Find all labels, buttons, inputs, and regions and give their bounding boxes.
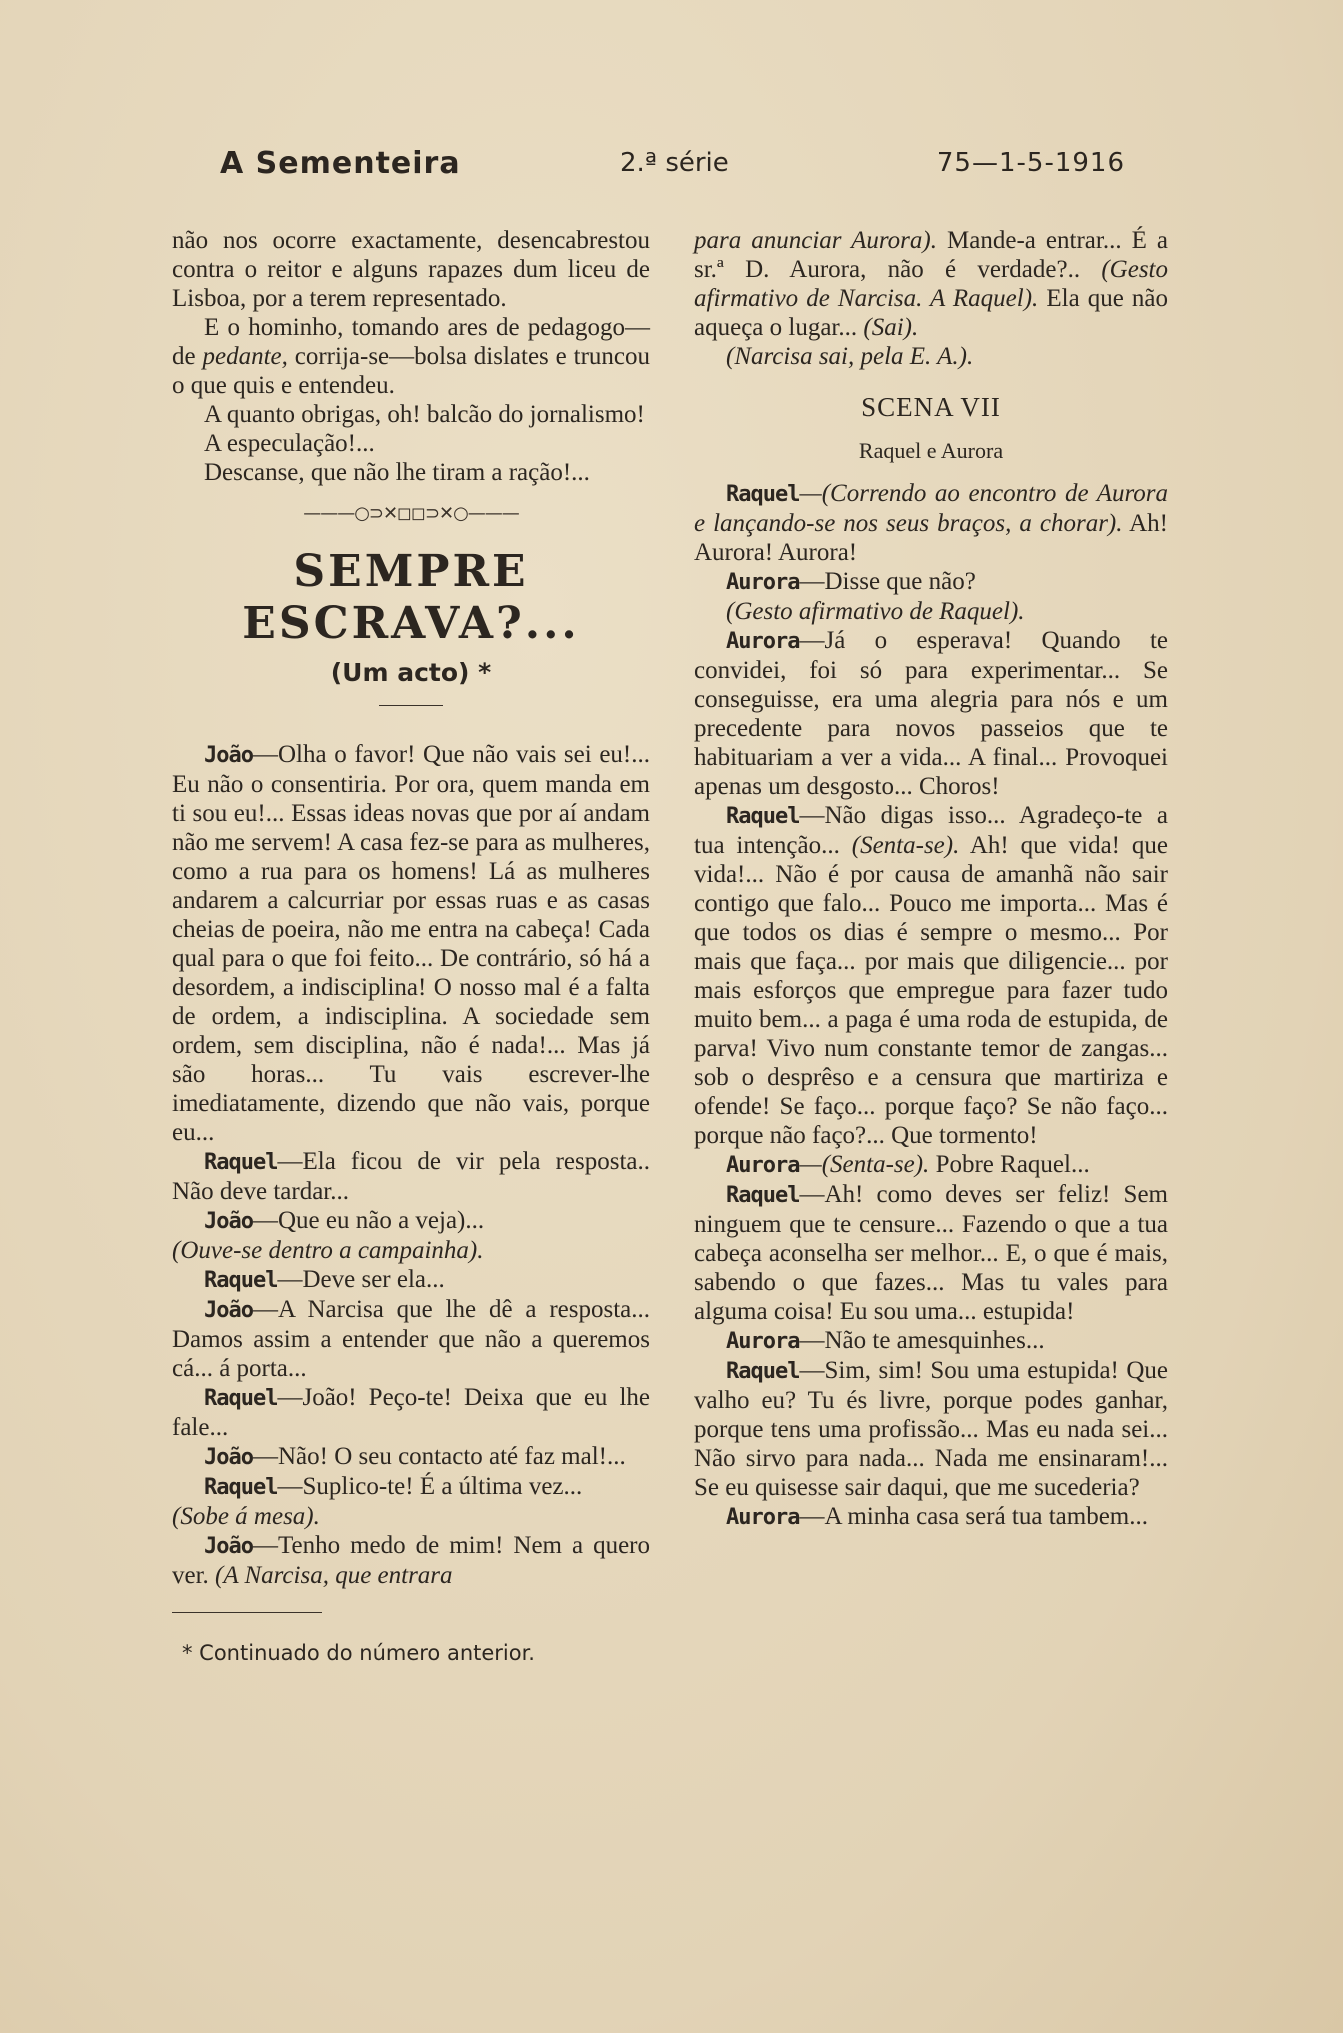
dialogue-line: João—Que eu não a veja)...: [204, 1207, 485, 1234]
dialogue-line: Aurora—Disse que não?: [726, 568, 976, 595]
speaker-name: Raquel: [204, 1150, 278, 1175]
dialogue-line: Raquel—Sim, sim! Sou uma estupida! Que valho eu? Tu és livre, porque podes ganhar, porque tens uma profissão... Mas eu nada sei... Não sirvo para nada... Nada me ensinaram!... Se eu quisesse sair daqui, que me sucederia?: [694, 1357, 1168, 1501]
speaker-name: Aurora: [726, 1505, 800, 1530]
right-column: [694, 226, 1168, 1532]
speaker-name: João: [204, 1534, 253, 1559]
dialogue-line: João—A Narcisa que lhe dê a resposta... Damos assim a entender que não a queremos cá... á porta...: [172, 1296, 650, 1382]
dialogue-line: João—Tenho medo de mim! Nem a quero ver. (A Narcisa, que entrara: [172, 1532, 650, 1589]
footnote: * Continuado do número anterior.: [182, 1641, 535, 1665]
dialogue-line: Raquel—(Correndo ao encontro de Aurora e lançando-se nos seus braços, a chorar). Ah! Aurora! Aurora!: [694, 480, 1168, 566]
speaker-name: João: [204, 1209, 253, 1234]
dialogue-line: Aurora—A minha casa será tua tambem...: [726, 1503, 1148, 1530]
paragraph: A especulação!...: [204, 430, 375, 457]
divider: [379, 705, 443, 706]
dialogue-line: João—Não! O seu contacto até faz mal!...: [204, 1443, 626, 1470]
speaker-name: Aurora: [726, 1329, 800, 1354]
left-column: [172, 226, 650, 1668]
dialogue-line: Raquel—Ah! como deves ser feliz! Sem ninguem que te censure... Fazendo o que a tua cabeça aconselha ser melhor... E, o que é mais, sabendo o que fazes... Mas tu vales para alguma coisa! Eu sou uma... estupida!: [694, 1181, 1168, 1325]
dialogue-line: Aurora—Já o esperava! Quando te convidei, foi só para experimentar... Se conseguisse, era uma alegria para nós e um precedente para novos passeios que te habituariam a ver a vida... A final... Provoquei apenas um desgosto... Choros!: [694, 627, 1168, 800]
footnote-divider: [172, 1612, 322, 1613]
scene-characters: Raquel e Aurora: [858, 438, 1004, 463]
page-header: [220, 146, 1125, 190]
stage-direction: (Sobe á mesa).: [172, 1503, 320, 1530]
speaker-name: Raquel: [204, 1386, 278, 1411]
dialogue-line: Raquel—Ela ficou de vir pela resposta.. Não deve tardar...: [172, 1148, 650, 1205]
scene-title: SCENA VII: [861, 392, 1001, 422]
speaker-name: Raquel: [204, 1475, 278, 1500]
stage-direction: (Gesto afirmativo de Raquel).: [726, 598, 1025, 625]
speaker-name: João: [204, 743, 253, 768]
publication-title: A Sementeira: [220, 146, 461, 181]
paragraph: E o hominho, tomando ares de pedagogo—de pedante, corrija-se—bolsa dislates e truncou o que quis e entendeu.: [172, 314, 650, 399]
paragraph: A quanto obrigas, oh! balcão do jornalismo!: [204, 401, 645, 428]
section-ornament: ———○⊃✕◻◻⊃✕○———: [303, 503, 519, 524]
series-label: 2.ª série: [620, 148, 729, 178]
speaker-name: João: [204, 1445, 253, 1470]
stage-direction: (Narcisa sai, pela E. A.).: [726, 343, 974, 370]
speaker-name: Aurora: [726, 629, 800, 654]
speaker-name: Raquel: [726, 1183, 800, 1208]
dialogue-line: Aurora—Não te amesquinhes...: [726, 1327, 1045, 1354]
stage-direction: (Ouve-se dentro a campainha).: [172, 1237, 484, 1264]
dialogue-line: Aurora—(Senta-se). Pobre Raquel...: [726, 1151, 1090, 1178]
speaker-name: Raquel: [726, 1359, 800, 1384]
speaker-name: Raquel: [726, 482, 800, 507]
dialogue-line: Raquel—Não digas isso... Agradeço-te a tua intenção... (Senta-se). Ah! que vida! que vida!... Não é por causa de amanhã não sair contigo que falo... Pouco me importa... Mas é que todos os dias é sempre o mesmo... Por mais que faça... por mais que diligencie... por mais esforços que empregue para fazer tudo muito bem... a paga é uma roda de estupida, de parva! Vivo num constante temor de zangas... sob o desprêso e a censura que martiriza e ofende! Se faço... porque faço? Se não faço... porque não faço?... Que tormento!: [694, 802, 1168, 1149]
speaker-name: Aurora: [726, 1153, 800, 1178]
speaker-name: Aurora: [726, 570, 800, 595]
dialogue-line: Raquel—João! Peço-te! Deixa que eu lhe fale...: [172, 1384, 650, 1441]
dialogue-line: Raquel—Deve ser ela...: [204, 1266, 445, 1293]
speaker-name: Raquel: [726, 804, 800, 829]
issue-number-date: 75—1-5-1916: [936, 148, 1125, 178]
paragraph: Descanse, que não lhe tiram a ração!...: [204, 459, 590, 486]
play-subtitle: (Um acto) *: [330, 658, 492, 687]
play-title: SEMPRE ESCRAVA?...: [242, 546, 580, 649]
dialogue-line: Raquel—Suplico-te! É a última vez...: [204, 1473, 583, 1500]
dialogue-line: para anunciar Aurora). Mande-a entrar... É a sr.ª D. Aurora, não é verdade?.. (Gesto afirmativo de Narcisa. A Raquel). Ela que não aqueça o lugar... (Sai).: [694, 227, 1168, 341]
dialogue-line: João—Olha o favor! Que não vais sei eu!... Eu não o consentiria. Por ora, quem manda em ti sou eu!... Essas ideas novas que por aí andam não me servem! A casa fez-se para as mulheres, como a rua para os homens! Lá as mulheres andarem a calcurriar por essas ruas e as casas cheias de poeira, não me entra na cabeça! Cada qual para o que foi feito... De contrário, só há a desordem, a indisciplina! O nosso mal é a falta de ordem, a indisciplina. A sociedade sem ordem, sem disciplina, não é nada!... Mas já são horas... Tu vais escrever-lhe imediatamente, dizendo que não vais, porque eu...: [172, 741, 650, 1146]
speaker-name: João: [204, 1298, 253, 1323]
paragraph: não nos ocorre exactamente, desencabrestou contra o reitor e alguns rapazes dum liceu de Lisboa, por a terem representado.: [172, 227, 650, 312]
speaker-name: Raquel: [204, 1268, 278, 1293]
